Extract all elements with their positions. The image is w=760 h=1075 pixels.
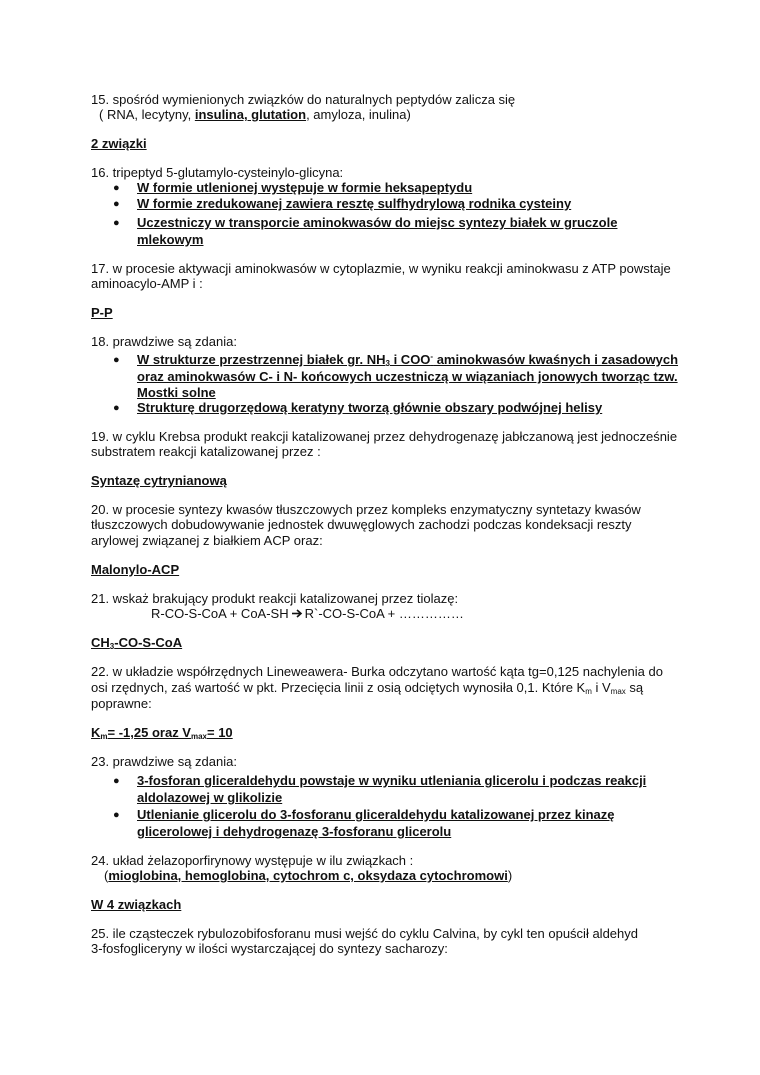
q20-question-line-1: 20. w procesie syntezy kwasów tłuszczowych przez kompleks enzymatyczny syntetazy kwasów xyxy=(91,502,641,517)
q21-answer-text: -CO-S-CoA xyxy=(114,635,183,650)
q25-question-line-1: 25. ile cząsteczek rybulozobifosforanu musi wejść do cyklu Calvina, by cykl ten opuścił aldehyd xyxy=(91,926,638,941)
q19-answer: Syntazę cytrynianową xyxy=(91,473,227,488)
q15-answer: 2 związki xyxy=(91,136,147,151)
q15-options-close: , amyloza, inulina) xyxy=(306,107,411,122)
q22-answer-subscript: max xyxy=(190,732,207,741)
q21-answer-text: CH xyxy=(91,635,110,650)
q15-options xyxy=(99,107,411,122)
q18-bullet-1-line-1 xyxy=(137,352,678,367)
bullet-icon: ● xyxy=(113,402,120,414)
q15-question: 15. spośród wymienionych związków do naturalnych peptydów zalicza się xyxy=(91,92,516,107)
q22-text: osi rzędnych, zaś wartość w pkt. Przecięcia linii z osią odciętych wynosiła 0,1. Które K xyxy=(91,680,586,695)
q19-question-line-1: 19. w cyklu Krebsa produkt reakcji katalizowanej przez dehydrogenazę jabłczanową jest jednocześnie xyxy=(91,429,678,444)
bullet-icon: ● xyxy=(113,198,120,210)
q22-answer-text: = 10 xyxy=(207,725,233,740)
q24-correct-options: mioglobina, hemoglobina, cytochrom c, oksydaza cytochromowi xyxy=(108,868,508,883)
q21-answer-subscript: 3 xyxy=(109,642,115,651)
q22-text: są xyxy=(625,680,644,695)
q17-question-line-1: 17. w procesie aktywacji aminokwasów w cytoplazmie, w wyniku reakcji aminokwasu z ATP powstaje xyxy=(91,261,671,276)
q22-text: i V xyxy=(591,680,611,695)
q18-b1-text: aminokwasów kwaśnych i zasadowych xyxy=(433,352,679,367)
q24-question: 24. układ żelazoporfirynowy występuje w ilu związkach : xyxy=(91,853,414,868)
q20-question-line-3: arylowej związanej z białkiem ACP oraz: xyxy=(91,533,323,548)
q16-question: 16. tripeptyd 5-glutamylo-cysteinylo-glicyna: xyxy=(91,165,344,180)
q22-question-line-1: 22. w układzie współrzędnych Lineweawera- Burka odczytano wartość kąta tg=0,125 nachylenia do xyxy=(91,664,663,679)
bullet-icon: ● xyxy=(113,182,120,194)
q23-question: 23. prawdziwe są zdania: xyxy=(91,754,237,769)
right-arrow-icon xyxy=(291,609,303,618)
q25-question-line-2: 3-fosfogliceryny w ilości wystarczającej do syntezy sacharozy: xyxy=(91,941,448,956)
q18-b1-text: i COO xyxy=(389,352,431,367)
q16-bullet-3-line-2: mlekowym xyxy=(137,232,204,247)
q21-answer xyxy=(91,635,182,650)
q16-bullet-3-line-1: Uczestniczy w transporcie aminokwasów do miejsc syntezy białek w gruczole xyxy=(137,215,618,230)
q22-answer-text: K xyxy=(91,725,101,740)
q20-question-line-2: tłuszczowych dobudowywanie jednostek dwuwęglowych zachodzi podczas kondeksacji reszty xyxy=(91,517,632,532)
q20-answer: Malonylo-ACP xyxy=(91,562,180,577)
q22-question-line-2 xyxy=(91,680,643,695)
q15-options-open: ( RNA, lecytyny, xyxy=(99,107,195,122)
q22-answer-text: = -1,25 oraz V xyxy=(107,725,191,740)
q21-equation xyxy=(151,606,464,621)
q21-equation-left: R-CO-S-CoA + CoA-SH xyxy=(151,606,289,621)
q16-bullet-1: W formie utlenionej występuje w formie heksapeptydu xyxy=(137,180,473,195)
q23-bullet-2-line-2: glicerolowej i dehydrogenazę 3-fosforanu glicerolu xyxy=(137,824,452,839)
q17-question-line-2: aminoacylo-AMP i : xyxy=(91,276,203,291)
q18-question: 18. prawdziwe są zdania: xyxy=(91,334,237,349)
bullet-icon: ● xyxy=(113,354,120,366)
q23-bullet-2-line-1: Utlenianie glicerolu do 3-fosforanu gliceraldehydu katalizowanej przez kinazę xyxy=(137,807,615,822)
q15-correct-options: insulina, glutation xyxy=(194,107,307,122)
q19-question-line-2: substratem reakcji katalizowanej przez : xyxy=(91,444,321,459)
q24-answer: W 4 związkach xyxy=(91,897,182,912)
q22-question-line-3: poprawne: xyxy=(91,696,152,711)
q21-equation-right: R`-CO-S-CoA + …………… xyxy=(304,606,464,621)
q18-b1-superscript: - xyxy=(430,352,434,361)
q18-bullet-1-line-3: Mostki solne xyxy=(137,385,216,400)
q18-b1-subscript: 3 xyxy=(385,359,390,368)
q17-answer: P-P xyxy=(91,305,113,320)
q24-options-open: ( xyxy=(104,868,109,883)
bullet-icon: ● xyxy=(113,217,120,229)
q18-bullet-1-line-2: oraz aminokwasów C- i N- końcowych uczestniczą w wiązaniach jonowych tworząc tzw. xyxy=(137,369,678,384)
q22-subscript: max xyxy=(610,687,626,696)
q16-bullet-2: W formie zredukowanej zawiera resztę sulfhydrylową rodnika cysteiny xyxy=(137,196,572,211)
q23-bullet-1-line-1: 3-fosforan gliceraldehydu powstaje w wyniku utleniania glicerolu i podczas reakcji xyxy=(137,773,647,788)
q24-options-close: ) xyxy=(507,868,513,883)
q22-answer xyxy=(91,725,233,740)
bullet-icon: ● xyxy=(113,809,120,821)
q22-answer-subscript: m xyxy=(100,732,108,741)
q18-bullet-2: Strukturę drugorzędową keratyny tworzą głównie obszary podwójnej helisy xyxy=(137,400,603,415)
q23-bullet-1-line-2: aldolazowej w glikolizie xyxy=(137,790,283,805)
q24-options xyxy=(104,868,512,883)
q18-b1-text: W strukturze przestrzennej białek gr. NH xyxy=(137,352,386,367)
bullet-icon: ● xyxy=(113,775,120,787)
q22-subscript: m xyxy=(585,687,592,696)
q21-question: 21. wskaż brakujący produkt reakcji katalizowanej przez tiolazę: xyxy=(91,591,459,606)
